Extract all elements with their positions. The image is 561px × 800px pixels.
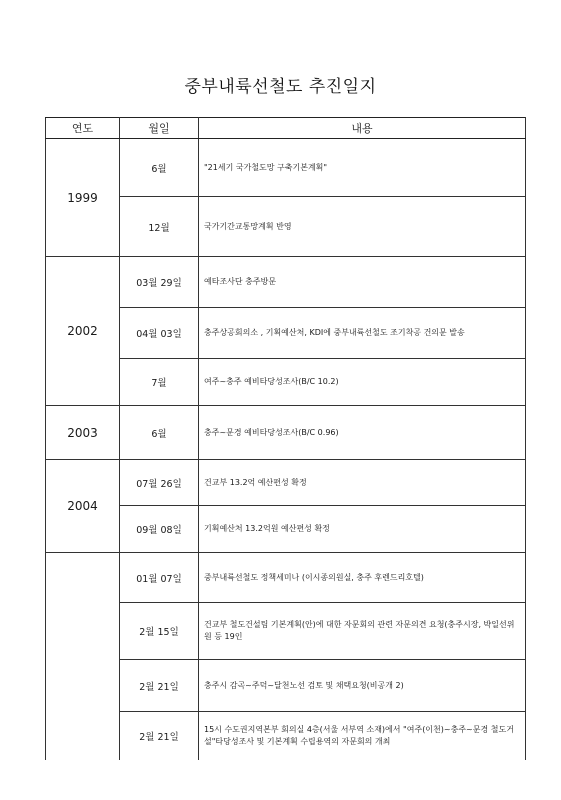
table-row [46, 139, 526, 197]
content-cell: "21세기 국가철도망 구축기본계획" [199, 139, 526, 197]
schedule-table [45, 117, 526, 760]
content-cell: 예타조사단 충주방문 [199, 257, 526, 308]
content-cell: 건교부 13.2억 예산편성 확정 [199, 460, 526, 506]
content-cell: 중부내륙선철도 정책세미나 (이시종의원실, 충주 후렌드리호텔) [199, 553, 526, 603]
header-content: 내용 [199, 118, 526, 139]
table-row [46, 406, 526, 460]
content-cell: 충주~문경 예비타당성조사(B/C 0.96) [199, 406, 526, 460]
content-cell: 건교부 철도건설팀 기본계획(안)에 대한 자문회의 관련 자문의견 요청(충주시장, 박일선위원 등 19인 [199, 603, 526, 660]
date-cell: 01월 07일 [120, 553, 199, 603]
year-cell [46, 553, 120, 760]
date-cell: 6월 [120, 139, 199, 197]
content-cell: 충주시 감곡~주덕~달천노선 검토 및 채택요청(비공개 2) [199, 660, 526, 712]
date-cell: 7월 [120, 359, 199, 406]
content-cell: 국가기간교통망계획 반영 [199, 197, 526, 257]
year-cell: 2002 [46, 257, 120, 406]
year-cell: 1999 [46, 139, 120, 257]
date-cell: 03월 29일 [120, 257, 199, 308]
page-title: 중부내륙선철도 추진일지 [184, 77, 377, 97]
date-cell: 12월 [120, 197, 199, 257]
content-cell: 충주상공회의소 , 기획예산처, KDI에 중부내륙선철도 조기착공 건의문 발송 [199, 308, 526, 359]
content-cell: 15시 수도권지역본부 회의실 4층(서울 서부역 소재)에서 "여주(이천)~충주~문경 철도거설"타당성조사 및 기본계획 수립용역의 자문회의 개최 [199, 712, 526, 760]
table-row [46, 257, 526, 308]
content-cell: 기획예산처 13.2억원 예산편성 확정 [199, 506, 526, 553]
date-cell: 2월 15일 [120, 603, 199, 660]
year-cell: 2003 [46, 406, 120, 460]
date-cell: 2월 21일 [120, 712, 199, 760]
header-month: 월일 [120, 118, 199, 139]
table-row [46, 460, 526, 506]
header-year: 연도 [46, 118, 120, 139]
table-header-row [46, 118, 526, 139]
date-cell: 2월 21일 [120, 660, 199, 712]
date-cell: 09월 08일 [120, 506, 199, 553]
date-cell: 6월 [120, 406, 199, 460]
table-row [46, 553, 526, 603]
date-cell: 04월 03일 [120, 308, 199, 359]
date-cell: 07월 26일 [120, 460, 199, 506]
content-cell: 여주~충주 예비타당성조사(B/C 10.2) [199, 359, 526, 406]
year-cell: 2004 [46, 460, 120, 553]
